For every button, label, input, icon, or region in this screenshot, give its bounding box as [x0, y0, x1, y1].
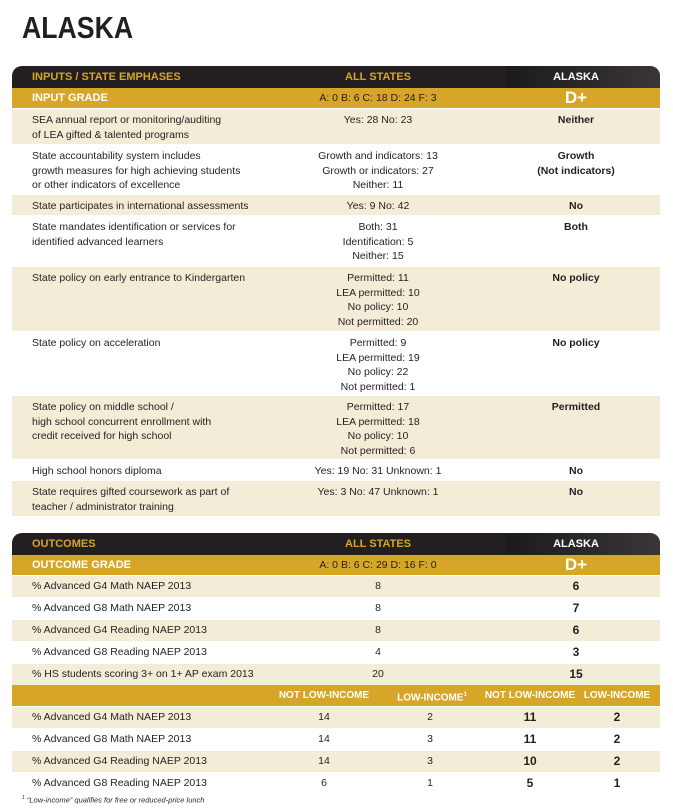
row-label: % Advanced G8 Math NAEP 2013 — [32, 733, 192, 745]
input-grade-distribution: A: 0 B: 6 C: 18 D: 24 F: 3 — [319, 92, 437, 104]
outcome-grade-value: D+ — [564, 555, 588, 574]
row-all-states: Yes: 3 No: 47 Unknown: 1 — [317, 486, 439, 498]
row-label: % Advanced G8 Reading NAEP 2013 — [32, 646, 207, 658]
all-low-income-header: LOW-INCOME$^1$ — [397, 692, 467, 704]
row-label: % HS students scoring 3+ on 1+ AP exam 2013 — [32, 668, 254, 680]
row-alaska: 6 — [572, 579, 580, 593]
table-row — [12, 663, 660, 685]
row-alaska: 3 — [572, 645, 580, 659]
row-all-states: 20 — [372, 668, 384, 680]
table-row — [12, 575, 660, 597]
row-state-low-income: 1 — [613, 776, 621, 790]
table-row — [12, 619, 660, 641]
income-subheader — [12, 685, 660, 706]
row-alaska: 6 — [572, 623, 580, 637]
table-row — [12, 772, 660, 794]
row-all-states: Yes: 9 No: 42 — [346, 200, 410, 212]
row-state-low-income: 2 — [613, 710, 621, 724]
row-state-not-low-income: 10 — [523, 754, 537, 768]
row-label: State participates in international assessments — [32, 200, 249, 212]
row-all-states: Yes: 28 No: 23 — [343, 114, 413, 126]
table-row — [12, 108, 660, 144]
row-label: % Advanced G4 Math NAEP 2013 — [32, 580, 192, 592]
outcomes-header — [12, 533, 660, 555]
row-state-low-income: 2 — [613, 754, 621, 768]
row-all-not-low-income: 6 — [321, 777, 327, 789]
row-all-states: 8 — [375, 580, 381, 592]
row-all-low-income: 3 — [427, 733, 433, 745]
row-label: % Advanced G4 Reading NAEP 2013 — [32, 624, 207, 636]
row-all-not-low-income: 14 — [318, 755, 330, 767]
row-label: % Advanced G4 Math NAEP 2013 — [32, 711, 192, 723]
inputs-header-label: INPUTS / STATE EMPHASES — [32, 71, 181, 83]
row-alaska: No — [569, 200, 583, 212]
table-row — [12, 395, 660, 459]
all-not-low-income-header: NOT LOW-INCOME — [278, 690, 370, 701]
row-all-low-income: 2 — [427, 711, 433, 723]
row-alaska: Both — [564, 221, 588, 233]
input-grade-row — [12, 88, 660, 108]
outcomes-table — [12, 533, 660, 794]
table-row — [12, 459, 660, 480]
row-state-not-low-income: 5 — [526, 776, 534, 790]
table-row — [12, 215, 660, 266]
row-all-not-low-income: 14 — [318, 711, 330, 723]
inputs-header-all-states: ALL STATES — [345, 71, 411, 83]
row-all-states: Permitted: 9 LEA permitted: 19 No policy: 22 Not permitted: 1 — [336, 337, 420, 393]
outcomes-header-all-states: ALL STATES — [345, 538, 411, 550]
row-all-not-low-income: 14 — [318, 733, 330, 745]
outcomes-header-state: ALASKA — [553, 538, 599, 550]
table-row — [12, 706, 660, 728]
row-alaska: Growth (Not indicators) — [537, 150, 615, 177]
table-row — [12, 194, 660, 215]
inputs-header — [12, 66, 660, 88]
row-alaska: No — [569, 465, 583, 477]
outcome-grade-distribution: A: 0 B: 6 C: 29 D: 16 F: 0 — [319, 559, 437, 571]
row-alaska: 15 — [569, 667, 583, 681]
row-label: SEA annual report or monitoring/auditing of LEA gifted & talented programs — [32, 114, 222, 141]
row-label: State accountability system includes growth measures for high achieving students or other indicators of excellence — [32, 150, 241, 191]
inputs-header-state: ALASKA — [553, 71, 599, 83]
row-label: % Advanced G8 Math NAEP 2013 — [32, 602, 192, 614]
input-grade-label: INPUT GRADE — [32, 92, 108, 104]
table-row — [12, 480, 660, 516]
row-alaska: No — [569, 486, 583, 498]
table-row — [12, 144, 660, 194]
table-row — [12, 750, 660, 772]
row-all-states: Yes: 19 No: 31 Unknown: 1 — [314, 465, 442, 477]
outcome-grade-row — [12, 555, 660, 575]
row-alaska: No policy — [552, 337, 600, 349]
table-row — [12, 728, 660, 750]
row-label: State policy on early entrance to Kindergarten — [32, 272, 246, 284]
row-state-low-income: 2 — [613, 732, 621, 746]
row-alaska: Permitted — [551, 401, 601, 413]
state-low-income-header: LOW-INCOME — [583, 690, 651, 701]
row-label: State policy on middle school / high school concurrent enrollment with credit received for high school — [32, 401, 212, 442]
row-all-states: 8 — [375, 602, 381, 614]
page-title: ALASKA — [22, 10, 134, 45]
outcome-grade-label: OUTCOME GRADE — [32, 559, 131, 571]
row-all-low-income: 1 — [427, 777, 433, 789]
row-label: State mandates identification or services for identified advanced learners — [32, 221, 236, 248]
row-label: % Advanced G8 Reading NAEP 2013 — [32, 777, 207, 789]
table-row — [12, 331, 660, 395]
row-label: State policy on acceleration — [32, 337, 161, 349]
row-label: High school honors diploma — [32, 465, 162, 477]
input-grade-value: D+ — [564, 88, 588, 107]
row-all-low-income: 3 — [427, 755, 433, 767]
footnote: $^1$ “Low-income” qualifies for free or reduced-price lunch — [22, 795, 205, 805]
row-alaska: Neither — [557, 114, 595, 126]
row-all-states: 4 — [375, 646, 381, 658]
row-label: State requires gifted coursework as part of teacher / administrator training — [32, 486, 230, 513]
outcomes-header-label: OUTCOMES — [32, 538, 96, 550]
row-state-not-low-income: 11 — [523, 732, 537, 746]
table-row — [12, 597, 660, 619]
row-label: % Advanced G4 Reading NAEP 2013 — [32, 755, 207, 767]
row-all-states: Permitted: 11 LEA permitted: 10 No policy: 10 Not permitted: 20 — [336, 272, 420, 328]
row-alaska: No policy — [552, 272, 600, 284]
row-alaska: 7 — [572, 601, 580, 615]
row-all-states: 8 — [375, 624, 381, 636]
table-row — [12, 266, 660, 331]
state-not-low-income-header: NOT LOW-INCOME — [484, 690, 576, 701]
row-all-states: Growth and indicators: 13 Growth or indicators: 27 Neither: 11 — [318, 150, 438, 191]
row-all-states: Permitted: 17 LEA permitted: 18 No policy: 10 Not permitted: 6 — [336, 401, 420, 457]
row-all-states: Both: 31 Identification: 5 Neither: 15 — [342, 221, 414, 262]
table-row — [12, 641, 660, 663]
row-state-not-low-income: 11 — [523, 710, 537, 724]
inputs-table — [12, 66, 660, 516]
